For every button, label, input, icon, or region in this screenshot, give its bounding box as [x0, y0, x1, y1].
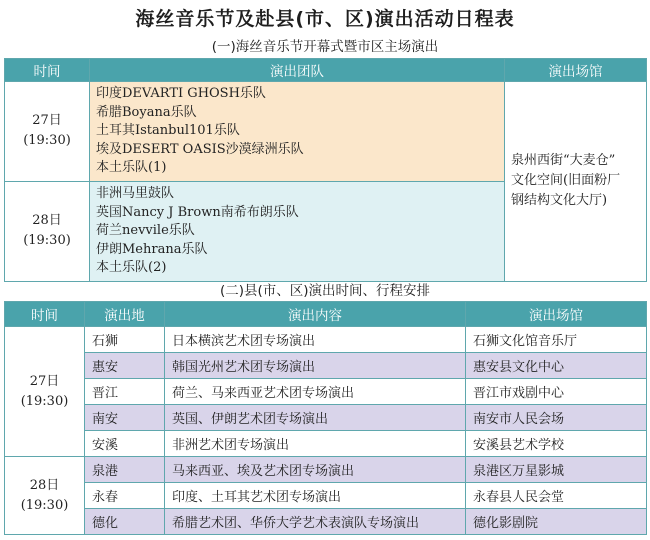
- list-item: 土耳其Istanbul101乐队: [96, 123, 240, 139]
- opening-schedule-table: [4, 58, 647, 282]
- page-title: 海丝音乐节及赴县(市、区)演出活动日程表: [135, 8, 515, 30]
- date-label: 27日: [32, 113, 62, 129]
- venue-cell: 泉港区万星影城: [466, 457, 647, 483]
- list-item: 英国Nancy J Brown南希布朗乐队: [96, 204, 299, 220]
- time-label: (19:30): [23, 133, 71, 149]
- table-row: [5, 483, 647, 509]
- column-header-time: 时间: [5, 302, 85, 327]
- content-cell: 英国、伊朗艺术团专场演出: [165, 405, 466, 431]
- content-cell: 荷兰、马来西亚艺术团专场演出: [165, 379, 466, 405]
- time-cell-27: [5, 327, 85, 457]
- list-item: 埃及DESERT OASIS沙漠绿洲乐队: [96, 141, 304, 157]
- table-header-row: [5, 59, 647, 82]
- time-cell-28: [5, 457, 85, 535]
- venue-cell-main: [505, 82, 647, 282]
- section2-heading: (二)县(市、区)演出时间、行程安排: [219, 283, 431, 299]
- venue-cell: 晋江市戏剧中心: [466, 379, 647, 405]
- content-cell: 非洲艺术团专场演出: [165, 431, 466, 457]
- venue-cell: 永春县人民会堂: [466, 483, 647, 509]
- content-cell: 印度、土耳其艺术团专场演出: [165, 483, 466, 509]
- venue-line: 文化空间(旧面粉厂: [511, 173, 621, 189]
- column-header-venue: 演出场馆: [505, 59, 647, 82]
- table-header-row: [5, 302, 647, 327]
- venue-line: 泉州西街“大麦仓”: [511, 153, 616, 169]
- venue-line: 钢结构文化大厅): [511, 193, 608, 209]
- place-cell: 德化: [85, 509, 165, 535]
- list-item: 荷兰nevvile乐队: [96, 223, 195, 239]
- table-row: [5, 431, 647, 457]
- content-cell: 日本横滨艺术团专场演出: [165, 327, 466, 353]
- list-item: 希腊Boyana乐队: [96, 104, 197, 120]
- table-row: [5, 353, 647, 379]
- column-header-content: 演出内容: [165, 302, 466, 327]
- county-schedule-table: [4, 301, 647, 535]
- column-header-place: 演出地: [85, 302, 165, 327]
- band-list-28: [90, 181, 505, 281]
- list-item: 本土乐队(2): [96, 260, 167, 276]
- table-row: [5, 509, 647, 535]
- table-row: [5, 457, 647, 483]
- column-header-time: 时间: [5, 59, 90, 82]
- table-row: [5, 327, 647, 353]
- band-list-27: [90, 82, 505, 182]
- column-header-venue: 演出场馆: [466, 302, 647, 327]
- time-label: (19:30): [23, 233, 71, 249]
- place-cell: 晋江: [85, 379, 165, 405]
- list-item: 印度DEVARTI GHOSH乐队: [96, 86, 266, 101]
- content-cell: 韩国光州艺术团专场演出: [165, 353, 466, 379]
- section1-heading: (一)海丝音乐节开幕式暨市区主场演出: [211, 39, 439, 55]
- table-row: [5, 405, 647, 431]
- venue-cell: 惠安县文化中心: [466, 353, 647, 379]
- venue-cell: 安溪县艺术学校: [466, 431, 647, 457]
- place-cell: 南安: [85, 405, 165, 431]
- content-cell: 马来西亚、埃及艺术团专场演出: [165, 457, 466, 483]
- content-cell: 希腊艺术团、华侨大学艺术表演队专场演出: [165, 509, 466, 535]
- place-cell: 泉港: [85, 457, 165, 483]
- place-cell: 石狮: [85, 327, 165, 353]
- venue-cell: 南安市人民会场: [466, 405, 647, 431]
- venue-cell: 德化影剧院: [466, 509, 647, 535]
- list-item: 伊朗Mehrana乐队: [96, 241, 208, 257]
- time-cell-27: [5, 82, 90, 182]
- table-row: [5, 379, 647, 405]
- place-cell: 安溪: [85, 431, 165, 457]
- place-cell: 惠安: [85, 353, 165, 379]
- time-label: (19:30): [20, 393, 69, 409]
- column-header-team: 演出团队: [90, 59, 505, 82]
- date-label: 27日: [29, 373, 60, 389]
- table-row: [5, 82, 647, 182]
- list-item: 非洲马里鼓队: [96, 185, 175, 201]
- date-label: 28日: [32, 213, 62, 229]
- place-cell: 永春: [85, 483, 165, 509]
- time-cell-28: [5, 181, 90, 281]
- venue-cell: 石狮文化馆音乐厅: [466, 327, 647, 353]
- time-label: (19:30): [20, 497, 69, 513]
- list-item: 本土乐队(1): [96, 160, 167, 176]
- date-label: 28日: [29, 477, 60, 493]
